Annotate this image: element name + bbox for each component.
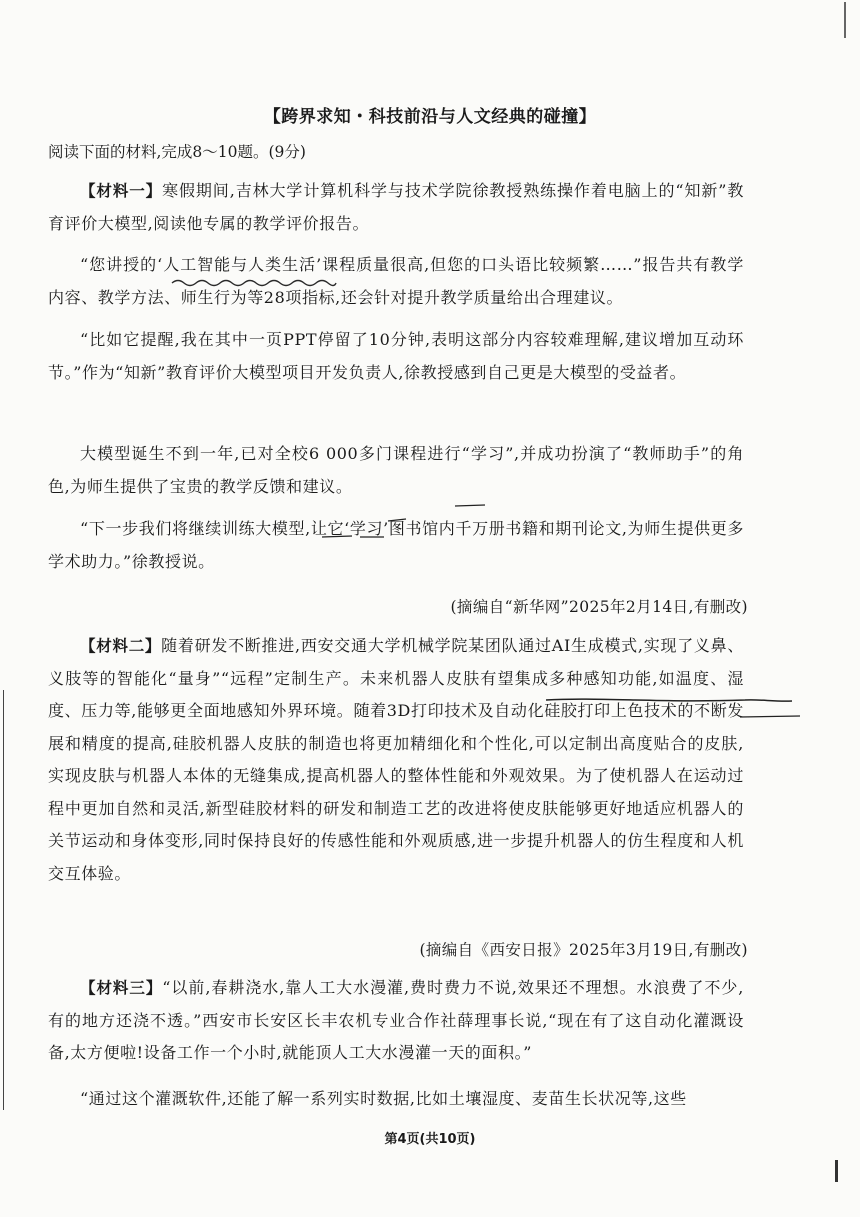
material1-paragraph-4: 大模型诞生不到一年,已对全校6 000多门课程进行“学习”,并成功扮演了“教师助手”的角色,为师生提供了宝贵的教学反馈和建议。 — [48, 444, 744, 496]
material3-tag: 【材料三】 — [80, 979, 163, 997]
page-number-footer: 第4页(共10页) — [384, 1132, 476, 1147]
material1-paragraph-3: “比如它提醒,我在其中一页PPT停留了10分钟,表明这部分内容较难理解,建议增加互动环节。”作为“知新”教育评价大模型项目开发负责人,徐教授感到自己更是大模型的受益者。 — [48, 330, 744, 382]
section-title: 【跨界求知・科技前沿与人文经典的碰撞】 — [263, 107, 597, 127]
material1-paragraph-2: “您讲授的‘人工智能与人类生活’课程质量很高,但您的口头语比较频繁……”报告共有教学内容、教学方法、师生行为等28项指标,还会针对提升教学质量给出合理建议。 — [48, 255, 744, 307]
material1-text-1: 寒假期间,吉林大学计算机科学与技术学院徐教授熟练操作着电脑上的“知新”教育评价大模型,阅读他专属的教学评价报告。 — [48, 181, 744, 233]
material3-paragraph-1 — [48, 972, 744, 1070]
material1-tag: 【材料一】 — [80, 182, 163, 200]
scan-edge-mark — [844, 2, 846, 38]
material1-paragraph-1 — [48, 175, 744, 240]
question-instruction: 阅读下面的材料,完成8～10题。(9分) — [48, 143, 306, 161]
material1-source: (摘编自“新华网”2025年2月14日,有删改) — [450, 598, 748, 616]
material2-paragraph — [48, 630, 744, 890]
material2-tag: 【材料二】 — [80, 637, 162, 655]
underline-feedback — [455, 505, 485, 506]
material1-paragraph-5: “下一步我们将继续训练大模型,让它‘学习’图书馆内千万册书籍和期刊论文,为师生提供更多学术助力。”徐教授说。 — [48, 519, 744, 571]
material2-text: 随着研发不断推进,西安交通大学机械学院某团队通过AI生成模式,实现了义鼻、义肢等的智能化“量身”“远程”定制生产。未来机器人皮肤有望集成多种感知功能,如温度、湿度、压力等,能够更全面地感知外界环境。随着3D打印技术及自动化硅胶打印上色技术的不断发展和精度的提高,硅胶机器人皮肤的制造也将更加精细化和个性化,可以定制出高度贴合的皮肤,实现皮肤与机器人本体的无缝集成,提高机器人的整体性能和外观效果。为了使机器人在运动过程中更加自然和灵活,新型硅胶材料的研发和制造工艺的改进将使皮肤能够更好地适应机器人的关节运动和身体变形,同时保持良好的传感性能和外观质感,进一步提升机器人的仿生程度和人机交互体验。 — [48, 636, 744, 883]
scan-margin-line — [3, 690, 4, 1110]
material3-paragraph-2: “通过这个灌溉软件,还能了解一系列实时数据,比如土壤湿度、麦苗生长状况等,这些 — [80, 1089, 687, 1108]
material2-source: (摘编自《西安日报》2025年3月19日,有删改) — [419, 941, 748, 959]
underline-sensing-tail — [740, 716, 800, 717]
scan-corner-mark — [835, 1160, 838, 1182]
material3-text-1: “以前,春耕浇水,靠人工大水漫灌,费时费力不说,效果还不理想。水浪费了不少,有的地方还浇不透。”西安市长安区长丰农机专业合作社薛理事长说,“现在有了这自动化灌溉设备,太方便啦!设备工作一个小时,就能顶人工大水漫灌一天的面积。” — [48, 978, 744, 1062]
